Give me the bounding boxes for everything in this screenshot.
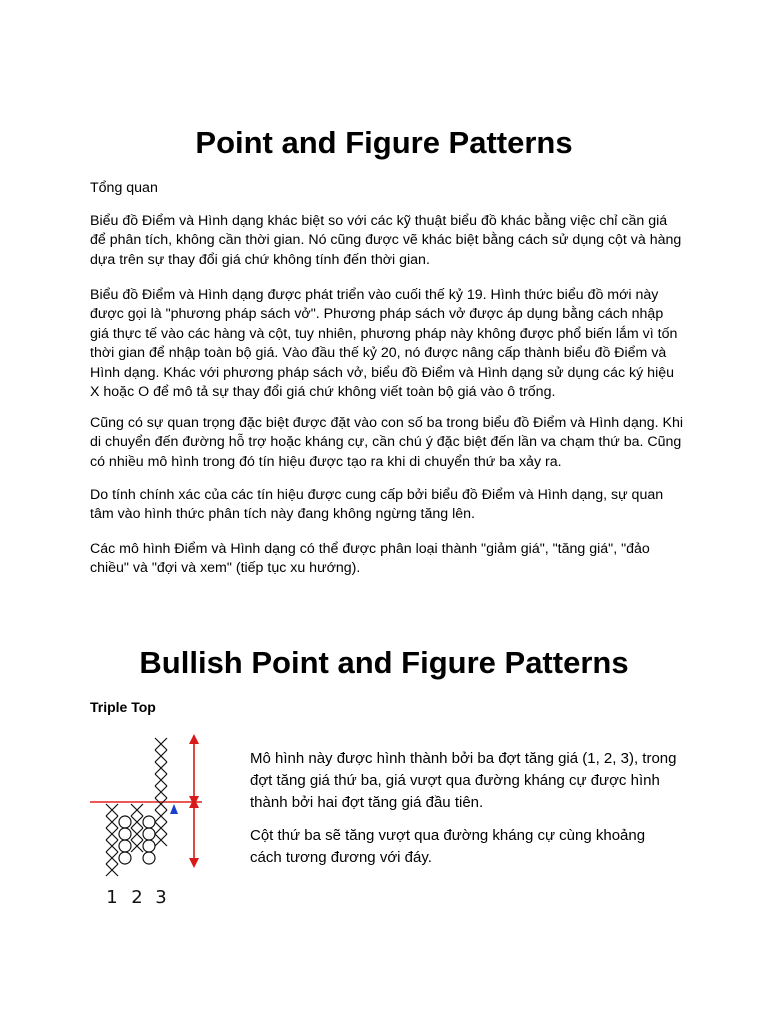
paragraph: Cũng có sự quan trọng đặc biệt được đặt vào con số ba trong biểu đồ Điểm và Hình dạng. Khi di chuyển đến đường hỗ trợ hoặc kháng cự, cần chú ý đặc biệt đến lần va chạm thứ ba. Cũng có nhiều mô hình trong đó tín hiệu được tạo ra khi di chuyển thứ ba xảy ra. — [90, 415, 684, 470]
overview-label: Tổng quan — [90, 180, 158, 196]
paragraph: Biểu đồ Điểm và Hình dạng khác biệt so với các kỹ thuật biểu đồ khác bằng việc chỉ cần giá để phân tích, không cần thời gian. Nó cũng được vẽ khác biệt bằng cách sử dụng cột và hàng dựa trên sự thay đổi giá chứ không tính đến thời gian. — [90, 213, 682, 268]
triple-top-figure — [90, 728, 220, 910]
pattern-name: Triple Top — [90, 699, 156, 715]
pattern-description: Mô hình này được hình thành bởi ba đợt tăng giá (1, 2, 3), trong đợt tăng giá thứ ba, giá vượt qua đường kháng cự được hình thành bởi hai đợt tăng giá đầu tiên. — [250, 750, 677, 811]
pattern-description: Cột thứ ba sẽ tăng vượt qua đường kháng cự cùng khoảng cách tương đương với đáy. — [250, 827, 646, 866]
page-title: Point and Figure Patterns — [195, 125, 573, 160]
column-label-1: 1 — [106, 887, 118, 908]
column-3-x-marks — [155, 738, 167, 846]
section-title: Bullish Point and Figure Patterns — [139, 645, 629, 680]
column-2-o-marks — [143, 816, 155, 864]
measure-arrow — [189, 734, 199, 868]
column-2-x-marks — [131, 804, 143, 852]
point-and-figure-diagram — [90, 728, 220, 910]
column-label-2: 2 — [131, 887, 143, 908]
paragraph: Do tính chính xác của các tín hiệu được cung cấp bởi biểu đồ Điểm và Hình dạng, sự quan tâm vào hình thức phân tích này đang không ngừng tăng lên. — [90, 487, 664, 523]
paragraph: Biểu đồ Điểm và Hình dạng được phát triển vào cuối thế kỷ 19. Hình thức biểu đồ mới này được gọi là "phương pháp sách vở". Phương pháp sách vở được áp dụng bằng cách nhập giá thực tế vào các hàng và cột, tuy nhiên, phương pháp này không được phổ biến lắm vì tốn thời gian để nhập toàn bộ giá. Vào đầu thế kỷ 20, nó được nâng cấp thành biểu đồ Điểm và Hình dạng. Khác với phương pháp sách vở, biểu đồ Điểm và Hình dạng sử dụng các ký hiệu X hoặc O để mô tả sự thay đổi giá chứ không viết toàn bộ giá vào ô trống. — [90, 287, 678, 401]
breakout-marker — [170, 804, 178, 814]
column-1-x-marks — [106, 804, 118, 876]
column-1-o-marks — [119, 816, 131, 864]
column-label-3: 3 — [155, 887, 167, 908]
paragraph: Các mô hình Điểm và Hình dạng có thể được phân loại thành "giảm giá", "tăng giá", "đảo chiều" và "đợi và xem" (tiếp tục xu hướng). — [90, 541, 650, 577]
